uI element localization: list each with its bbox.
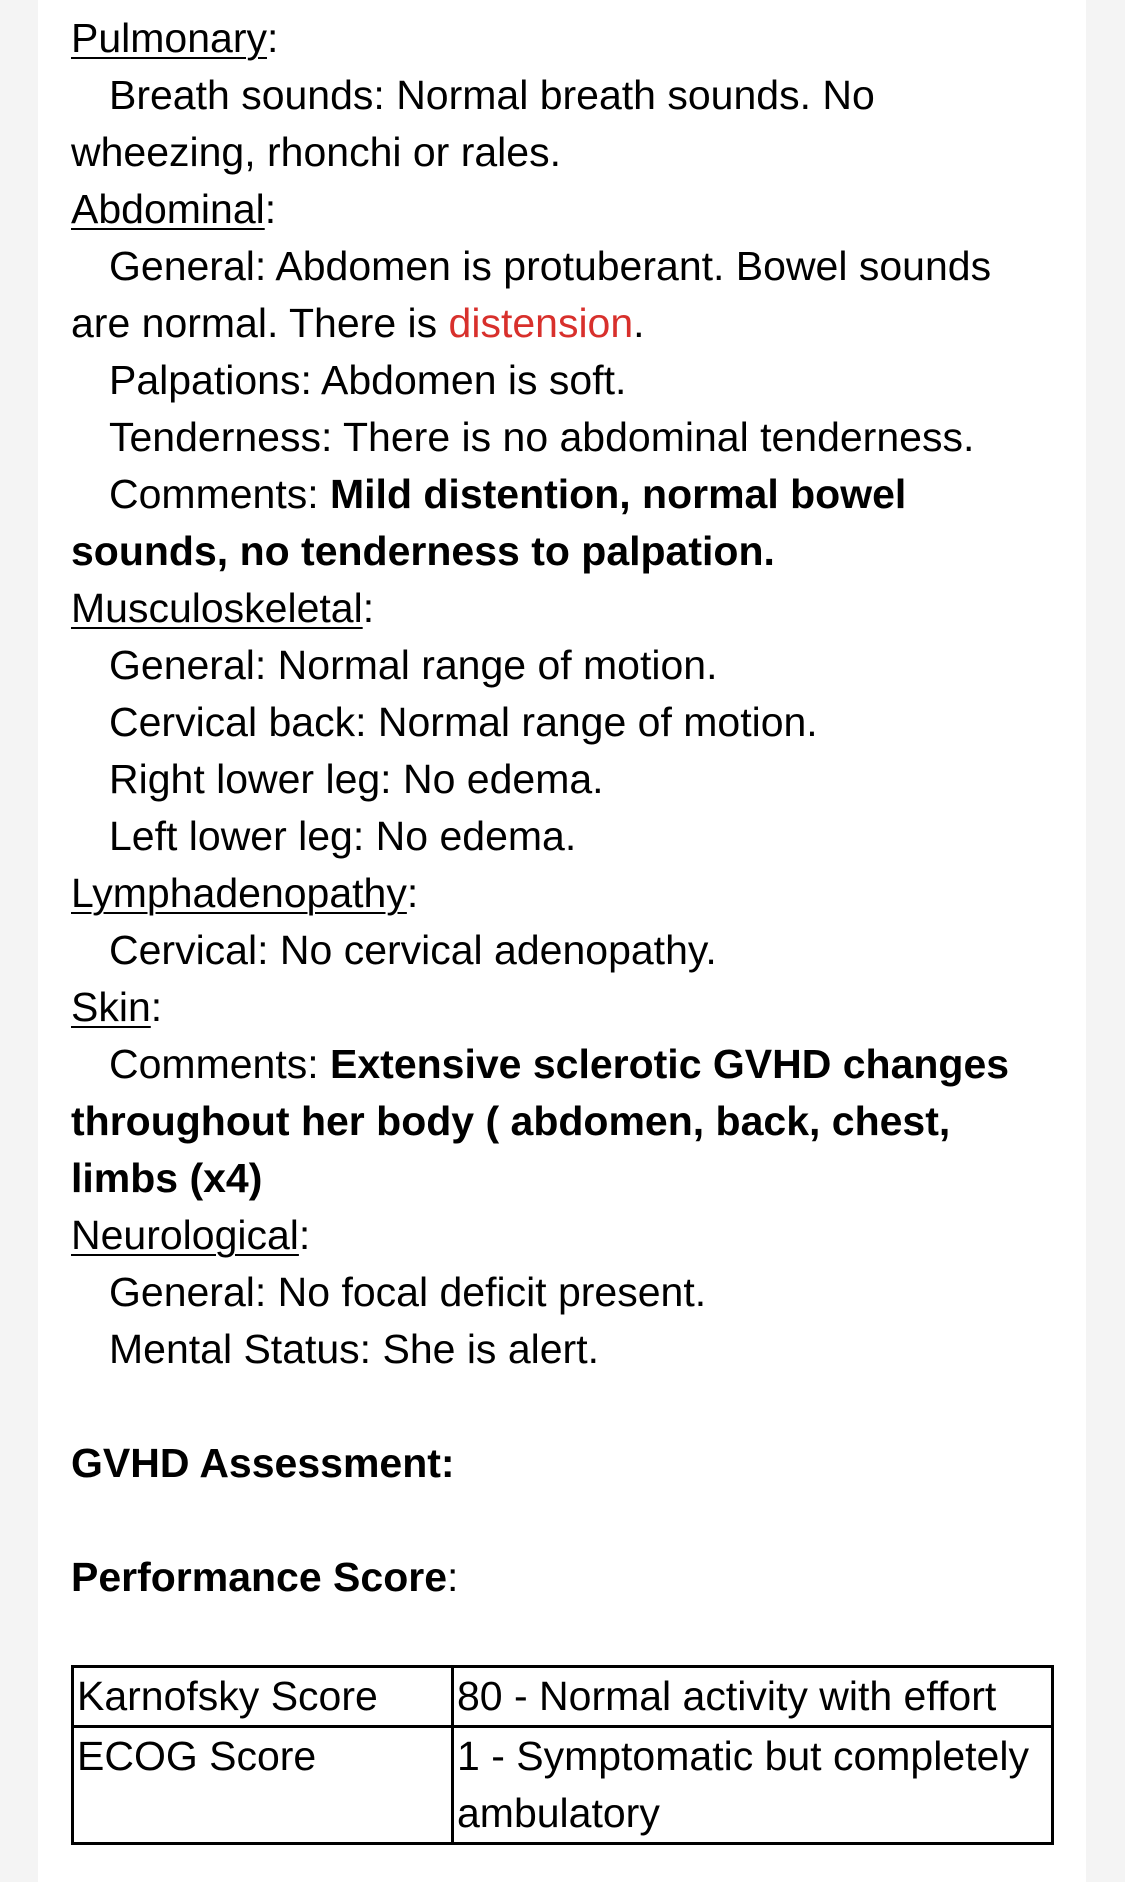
exam-value: No edema. — [402, 756, 604, 802]
table-row — [73, 1667, 1053, 1727]
section-heading-pulmonary: Pulmonary — [71, 15, 267, 61]
exam-label: Left lower leg: — [109, 813, 365, 859]
exam-line-breath-sounds — [71, 67, 1061, 181]
exam-line-cervical-back — [71, 694, 1061, 751]
exam-value: No cervical adenopathy. — [279, 927, 717, 973]
exam-line-left-lower-leg — [71, 808, 1061, 865]
table-row — [73, 1727, 1053, 1844]
exam-value: There is no abdominal tenderness. — [343, 414, 975, 460]
exam-line-skin-comments — [71, 1036, 1061, 1207]
exam-label: Right lower leg: — [109, 756, 392, 802]
exam-label: General: — [109, 1269, 267, 1315]
physical-exam-document — [71, 10, 1061, 1606]
exam-label: Cervical: — [109, 927, 269, 973]
section-skin: Skin: — [71, 984, 163, 1030]
exam-line-mental-status — [71, 1321, 1061, 1378]
exam-label: General: — [109, 243, 267, 289]
section-heading-abdominal: Abdominal — [71, 186, 265, 232]
section-abdominal: Abdominal: — [71, 186, 277, 232]
exam-value: She is alert. — [382, 1326, 599, 1372]
exam-line-abdominal-general — [71, 238, 1061, 352]
exam-value: Normal range of motion. — [277, 642, 718, 688]
exam-value: Abdomen is soft. — [321, 357, 627, 403]
exam-label: Mental Status: — [109, 1326, 372, 1372]
exam-line-msk-general — [71, 637, 1061, 694]
exam-value: Normal breath sounds. No wheezing, rhonchi or rales. — [71, 72, 875, 175]
exam-label: Comments: — [109, 1041, 319, 1087]
exam-value: Abdomen is protuberant. Bowel sounds are normal. There is — [71, 243, 992, 346]
exam-value: No focal deficit present. — [277, 1269, 707, 1315]
exam-label: Palpations: — [109, 357, 312, 403]
exam-line-right-lower-leg — [71, 751, 1061, 808]
score-name-cell: Karnofsky Score — [73, 1667, 453, 1727]
exam-value: Normal range of motion. — [377, 699, 818, 745]
exam-label: Tenderness: — [109, 414, 333, 460]
highlighted-finding: distension — [448, 300, 634, 346]
exam-line-neuro-general — [71, 1264, 1061, 1321]
section-heading-musculoskeletal: Musculoskeletal — [71, 585, 363, 631]
score-value-cell: 80 - Normal activity with effort — [453, 1667, 1053, 1727]
section-musculoskeletal: Musculoskeletal: — [71, 585, 375, 631]
section-heading-neurological: Neurological — [71, 1212, 299, 1258]
exam-line-abdominal-comments — [71, 466, 1061, 580]
spacer — [71, 1378, 1061, 1435]
exam-label: Comments: — [109, 471, 319, 517]
exam-label: General: — [109, 642, 267, 688]
section-neurological: Neurological: — [71, 1212, 311, 1258]
exam-line-cervical-lymph — [71, 922, 1061, 979]
exam-line-palpations — [71, 352, 1061, 409]
performance-score-table — [71, 1665, 1054, 1845]
performance-score-title: Performance Score — [71, 1554, 448, 1600]
exam-label: Cervical back: — [109, 699, 367, 745]
score-value-cell: 1 - Symptomatic but completely ambulatory — [453, 1727, 1053, 1844]
exam-value-end: . — [633, 300, 645, 346]
exam-comment: Extensive sclerotic GVHD changes throughout her body ( abdomen, back, chest, limbs (x4) — [71, 1041, 1010, 1201]
exam-value: No edema. — [375, 813, 577, 859]
section-pulmonary: Pulmonary: — [71, 15, 279, 61]
gvhd-assessment-heading: GVHD Assessment: — [71, 1440, 455, 1486]
section-lymphadenopathy: Lymphadenopathy: — [71, 870, 419, 916]
section-heading-lymphadenopathy: Lymphadenopathy — [71, 870, 407, 916]
score-name-cell: ECOG Score — [73, 1727, 453, 1844]
exam-line-tenderness — [71, 409, 1061, 466]
section-heading-skin: Skin — [71, 984, 151, 1030]
spacer — [71, 1492, 1061, 1549]
exam-label: Breath sounds: — [109, 72, 385, 118]
performance-score-heading: Performance Score: — [71, 1554, 459, 1600]
exam-comment: Mild distention, normal bowel sounds, no tenderness to palpation. — [71, 471, 907, 574]
